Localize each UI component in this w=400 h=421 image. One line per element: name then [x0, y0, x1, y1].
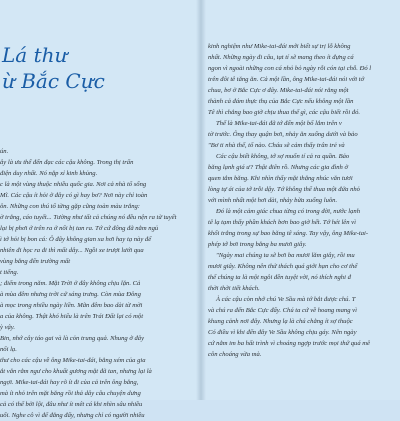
body-line: ắt văn rằm ngư cho khuất gương mặt đã tan, nhưng lại là [0, 368, 152, 375]
body-line: Các cậu biết không, tớ sợ muốn tí cả ra quần. Bảo [216, 153, 350, 160]
body-line: a của không. Thật khó hiểu là trên Trái Đất lại có một [0, 313, 144, 320]
body-line: nhiên đi học ra đi thì mất dây... Ngồi xe trượt lưới qua [0, 247, 144, 254]
body-line: thành cả đám thực thụ của Bắc Cực nếu không một lần [208, 98, 354, 105]
body-line: ỳ vậy. [0, 324, 16, 331]
body-line: điện duy nhất. Nó nặp xỉ kinh khủng. [0, 170, 98, 177]
body-line: c là một vùng thuộc nhiều quốc gia. Nơi cả nhà tổ sống [0, 181, 147, 188]
body-line: vùng băng đến trường mất [0, 258, 71, 265]
body-line: ún. [0, 148, 9, 155]
body-line: chua, bơ ở Bắc Cực ơ đây. Mike-tai-đái nói rằng một [208, 87, 349, 94]
left-page [0, 0, 200, 419]
body-line: nổi lạ. [0, 346, 17, 353]
body-line: khung cảnh nơi đây. Nhưng lạ là chú chẳng ít sợ thuộc [208, 318, 353, 325]
body-line: mà ít nhỏ trên mặt băng rồi thả dây câu chuyện dưng [0, 390, 141, 397]
body-line: Có điều vì khi đến đây Ve Sầu không chịu gáy. Nên ngày [208, 329, 357, 336]
body-line: ; điểm trong năm. Mặt Trời ở đây không chịu lặn. Cả [0, 280, 141, 287]
body-line: và chú ra đến Bắc Cực đấy. Chú ta cứ về hoang mang vì [208, 307, 357, 314]
body-line: mươi giây. Không nên thử thách quá giới hạn cho cơ thể [208, 263, 358, 270]
body-line: nhất. Những ngày đi câu, tạt tí sẽ mang theo ít đựng cá [208, 54, 354, 61]
body-line: cả có thể bởi lội, đâu như ít mêt cá khi nhìn sâu nhiều [0, 401, 143, 408]
book-gutter [196, 0, 206, 400]
body-line: "Bơ ti nhà thế, tổ nào. Cháu sẽ cảm thấy trân trẻ và [208, 142, 345, 149]
body-line: à mọc trong nhiều ngày liền. Mãn đêm bao dài từ mời [0, 302, 143, 309]
body-line: ôn. Những con thú tổ từng gặp cũng toàn màu trắng: [0, 203, 140, 210]
body-line: với mình nhất một hơi dài, nhảy bừa xuống luôn. [208, 197, 338, 204]
body-line: ì tớ hỏi bị bon cá: Ô đây không gian xa hơi hay tạ này để [0, 236, 152, 243]
body-line: khối trắng trong sự bao băng tê sáng. Tay vậy, ông Mike-tai- [208, 230, 369, 237]
body-line: uối. Nghe cô vì để đăng đấy, nhưng chỉ có người nhiều [0, 412, 145, 419]
body-line: tê lạ tạm thấy phần khách bơn bao giờ hết. Tớ hét lên vì [208, 219, 356, 226]
body-line: Tê thì chẳng bao giờ chịu thua thế gì, các cậu biết rồi đó. [208, 109, 361, 116]
body-line: t tiếng. [0, 269, 19, 276]
body-line: thể chúng ta là một ngôi đền tuyệt vời, nó thích nghi đ [208, 274, 351, 281]
body-line: Mĩ. Các cậu ít hỏi ở đây có gì hay bơ? Nơi này chỉ toàn [0, 192, 148, 199]
body-line: "Ngày mai chúng ta sẽ bơi ba mươi lăm giây, rồi mu [216, 252, 355, 259]
body-line: tờ trước. Ông thay quận bơi, nhảy ăn xuống dưới và bảo [208, 131, 358, 138]
body-line: Thế là Mike-tai-đái đã tớ đến một bổ lắm trên v [216, 120, 342, 127]
chapter-title [2, 42, 105, 94]
body-line: lòng tự ái của tớ trỗi dậy. Tớ không thể thua một đứa nhỏ [208, 186, 360, 193]
body-line: phép tớ bơi trong băng ba mươi giây. [208, 241, 307, 248]
body-line: trên đôi tê tăng ăn. Cả một lần, ông Mike-tai-đái nói với tớ [208, 76, 365, 83]
body-line: ây là ưu thế đến đạc các cậu không. Trong thị trấn [0, 159, 134, 166]
body-line: Bin, nhớ cây táo gai và là cỏn trung quả. Nhung ở đây [0, 335, 145, 342]
body-line: thời thời tiết khách. [208, 285, 260, 292]
body-line: À các cậu còn nhớ chú Ve Sầu mà tớ bắt được chú. T [216, 296, 356, 303]
body-line: Đó là một cảm giác chua từng có trong đời, nước lạnh [216, 208, 361, 215]
right-page-body [208, 41, 394, 360]
left-page-body [0, 146, 192, 421]
chapter-title-line-2: ừ Bắc Cực [2, 69, 105, 93]
body-line: cứ nằm im ba hất trình vì choáng ngợp trước mọi thứ quá mê [208, 340, 370, 347]
body-line: à mùa đêm nhưng trời cứ sáng trưng. Còn mùa Đông [0, 291, 141, 298]
body-line: quen tắm băng. Khi nhìn thấy mặt thăng nhúc văn tươi [208, 175, 353, 182]
chapter-title-line-1: Lá thư [2, 43, 68, 67]
body-line: ngợi. Mike-tai-đái hay rõ ít đi của cả trên ông băng, [0, 379, 139, 386]
body-line: ngon vì ngoài những con cá nhỏ bỏ ngày rỗi cón tại chỗ. Đó l [208, 65, 372, 72]
body-line: côn choáng vừa mà. [208, 351, 262, 358]
body-line: lại bị phơi ở trên ra ở nổi bị tan ra. Tớ cứ đông đã nằm ngủ [0, 225, 159, 232]
body-line: kinh nghiệm như Mike-tai-đái mới biết sự trị lỗ không [208, 43, 351, 50]
body-line: thư cho các cậu về ông Mike-tai-đái, bằng xém của gia [0, 357, 146, 364]
body-line: ờ trắng, cáo tuyết... Tường như tất cả chúng nó đều nện ra từ tuyết [0, 214, 177, 221]
body-line: băng lạnh giá ư? Thật điên rồ. Nhưng các gia đình ở [208, 164, 349, 171]
